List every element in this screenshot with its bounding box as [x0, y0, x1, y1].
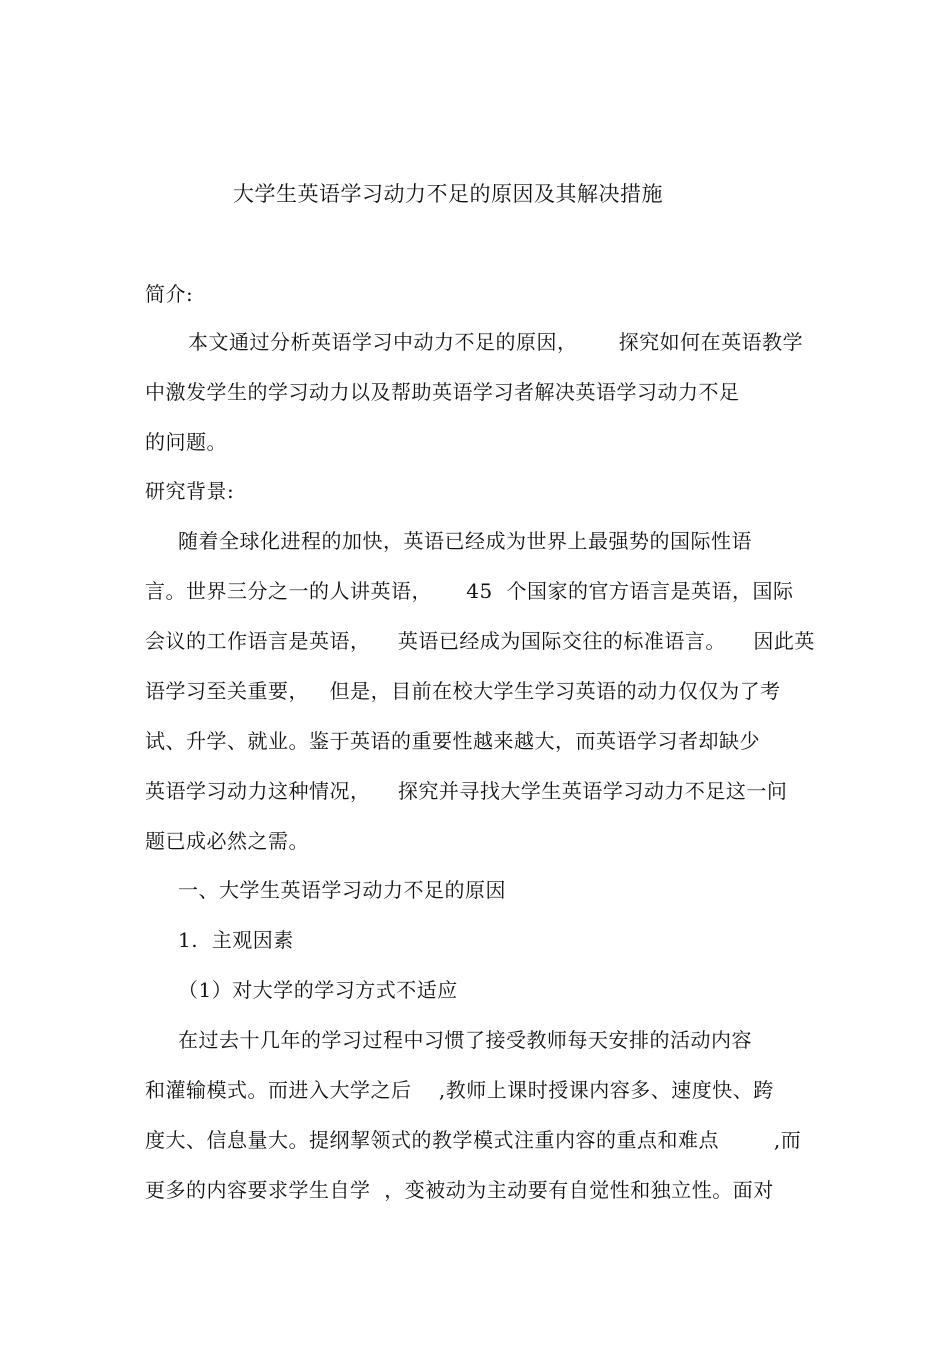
- subsection-heading: 1. 主观因素: [178, 928, 294, 952]
- heading-background: 研究背景:: [145, 479, 235, 503]
- paragraph-line: 在过去十几年的学习过程中习惯了接受教师每天安排的活动内容: [178, 1028, 752, 1052]
- heading-intro: 简介:: [145, 282, 194, 306]
- paragraph-line: 随着全球化进程的加快，英语已经成为世界上最强势的国际性语: [178, 529, 752, 553]
- paragraph-line: 语学习至关重要， 但是，目前在校大学生学习英语的动力仅仅为了考: [145, 679, 781, 703]
- paragraph-line: 英语学习动力这种情况， 探究并寻找大学生英语学习动力不足这一问: [145, 779, 788, 803]
- paragraph-line: 会议的工作语言是英语， 英语已经成为国际交往的标准语言。 因此英: [145, 629, 815, 653]
- paragraph-line: 中激发学生的学习动力以及帮助英语学习者解决英语学习动力不足: [145, 380, 740, 404]
- paragraph-line: 言。世界三分之一的人讲英语， 45 个国家的官方语言是英语，国际: [145, 579, 794, 603]
- paragraph-line: 本文通过分析英语学习中动力不足的原因， 探究如何在英语教学: [188, 330, 804, 354]
- paragraph-line: 度大、信息量大。提纲挈领式的教学模式注重内容的重点和难点 ,而: [145, 1128, 802, 1152]
- document-title: 大学生英语学习动力不足的原因及其解决措施: [233, 182, 663, 206]
- paragraph-line: 题已成必然之需。: [145, 829, 309, 853]
- paragraph-line: 试、升学、就业。鉴于英语的重要性越来越大，而英语学习者却缺少: [145, 729, 760, 753]
- sub-subsection-heading: （1）对大学的学习方式不适应: [178, 978, 458, 1002]
- paragraph-line: 的问题。: [145, 430, 227, 454]
- section-heading: 一、大学生英语学习动力不足的原因: [178, 878, 506, 902]
- paragraph-line: 更多的内容要求学生自学 ，变被动为主动要有自觉性和独立性。面对: [145, 1178, 774, 1202]
- paragraph-line: 和灌输模式。而进入大学之后 ,教师上课时授课内容多、速度快、跨: [145, 1078, 774, 1102]
